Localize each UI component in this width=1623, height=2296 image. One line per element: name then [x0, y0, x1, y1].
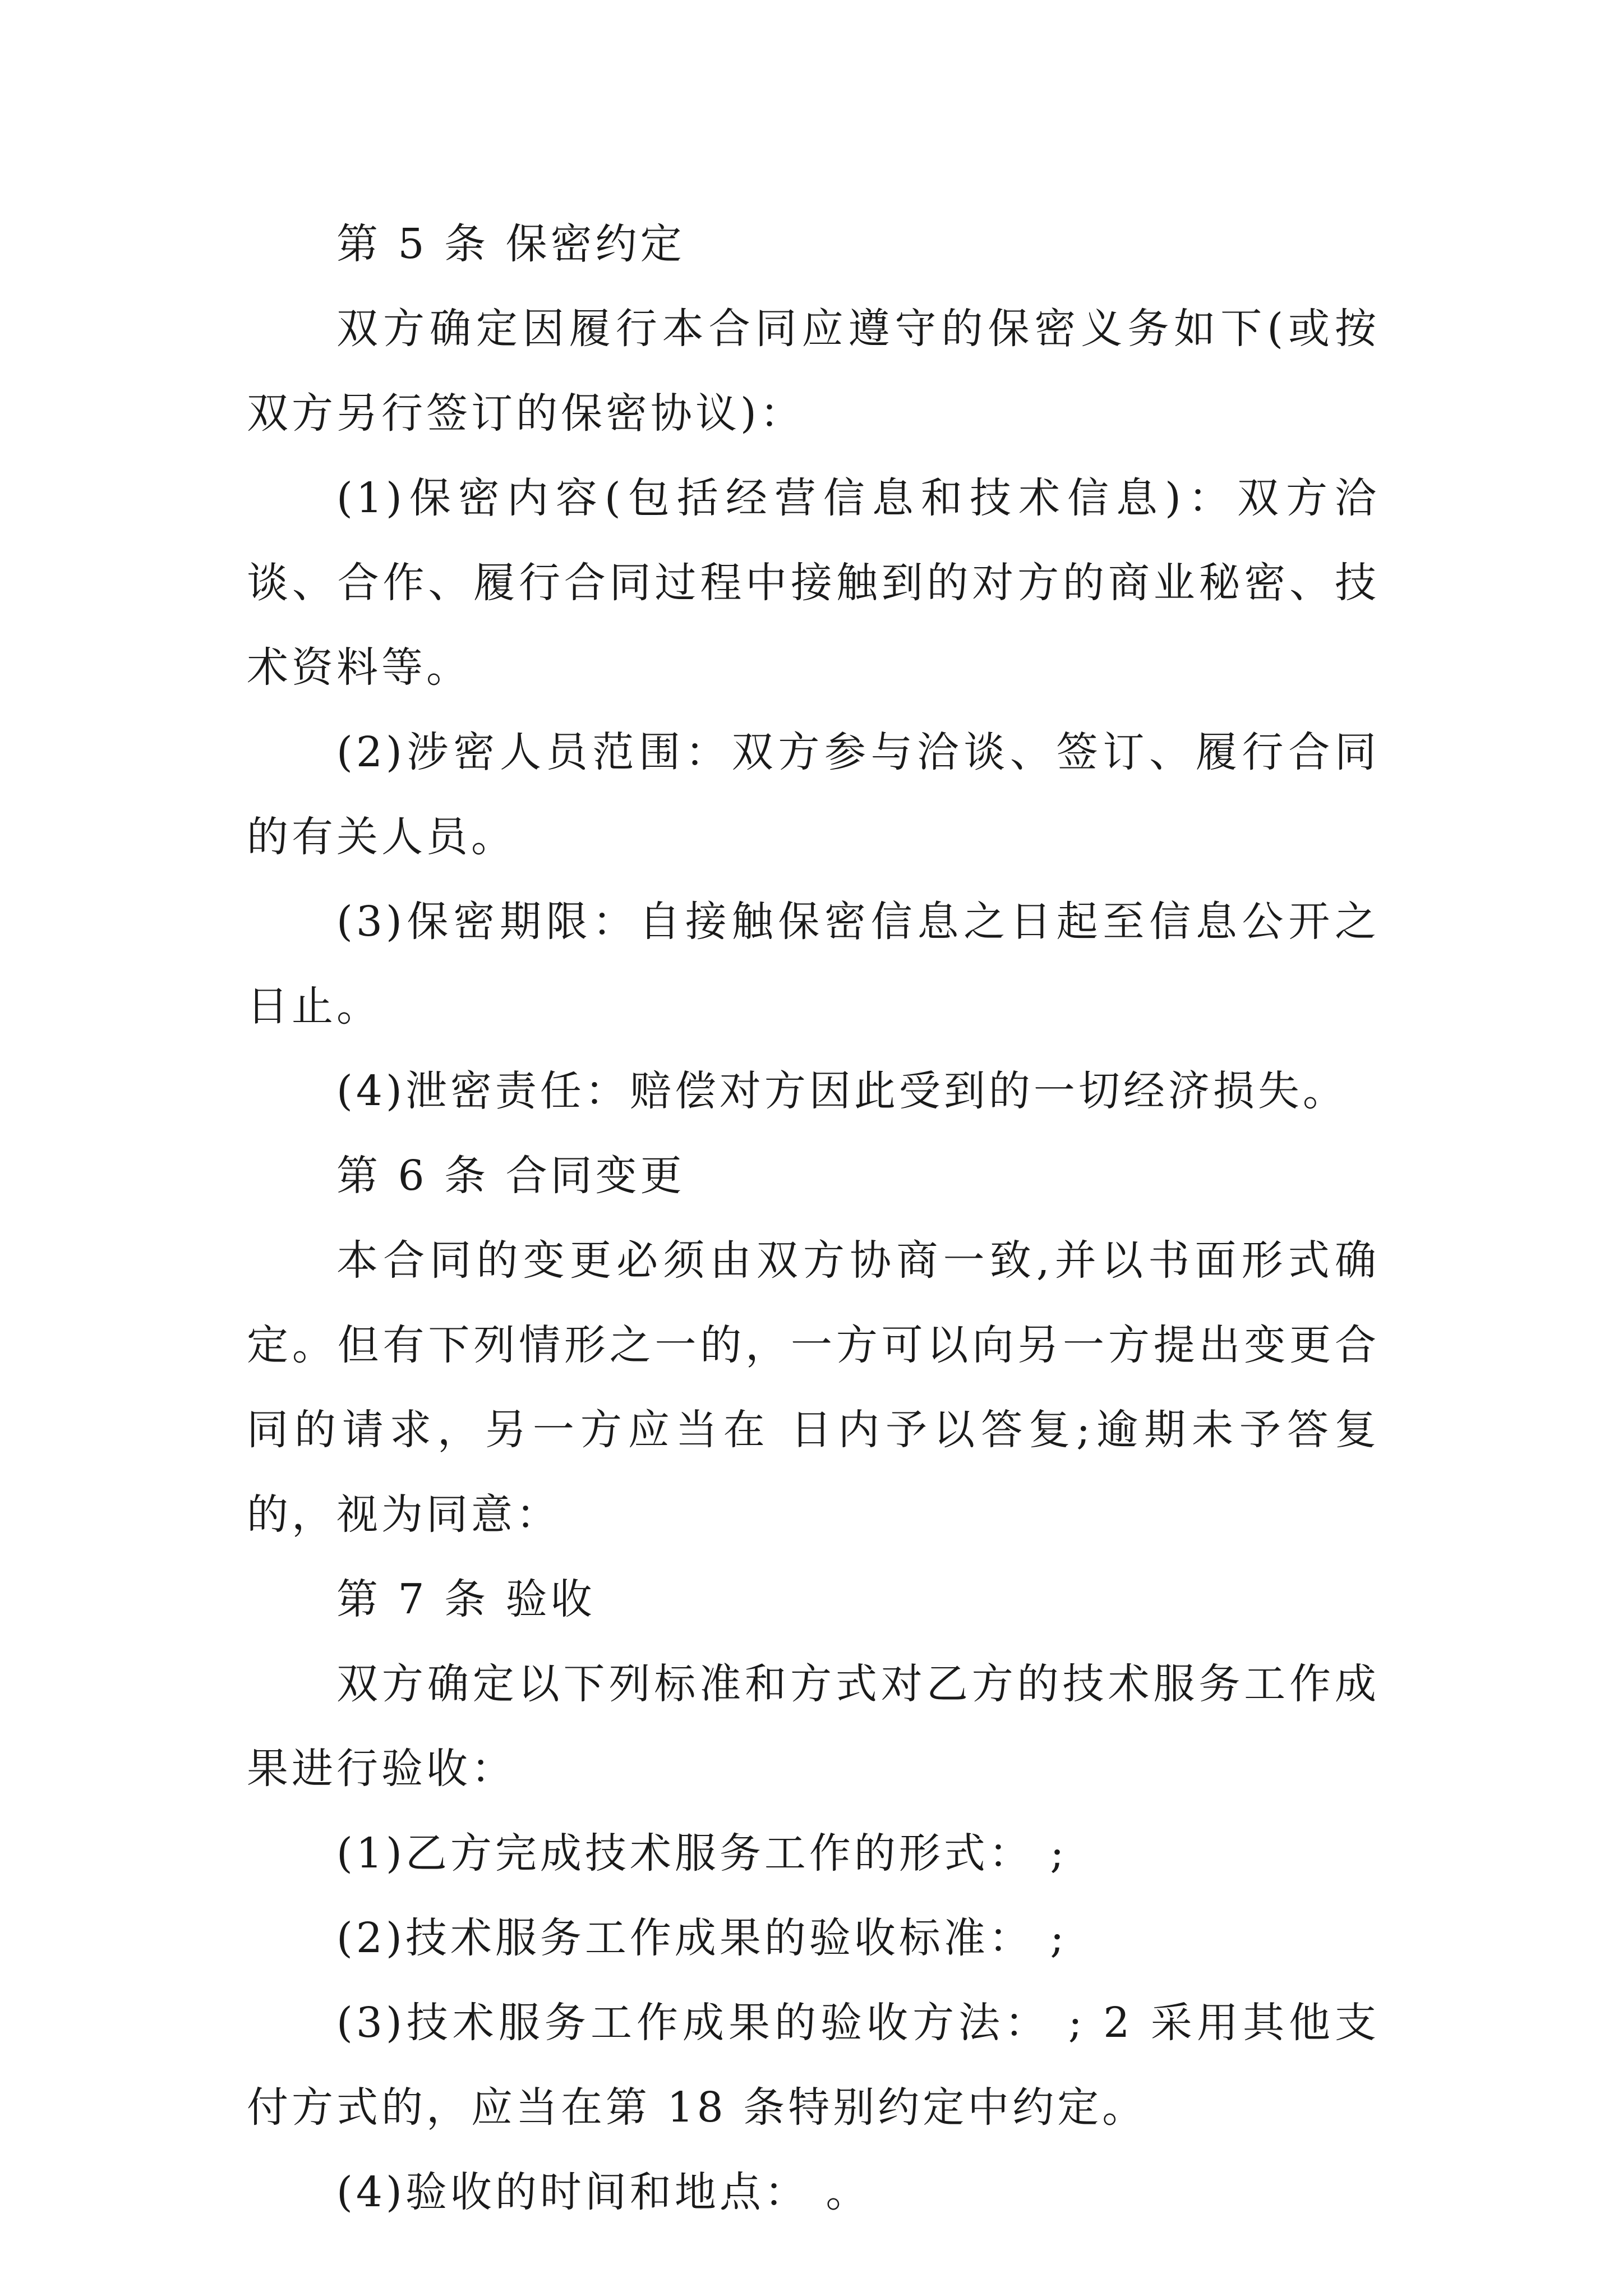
paragraph: 本合同的变更必须由双方协商一致,并以书面形式确定。但有下列情形之一的，一方可以向另一方提出变更合同的请求，另一方应当在 日内予以答复;逾期未予答复的，视为同意：	[247, 1236, 1380, 1539]
paragraph: (4)验收的时间和地点： 。	[336, 2168, 871, 2216]
paragraph: (4)泄密责任：赔偿对方因此受到的一切经济损失。	[336, 1067, 1348, 1115]
paragraph: 双方确定因履行本合同应遵守的保密义务如下(或按双方另行签订的保密协议)：	[247, 305, 1380, 438]
paragraph: (3)技术服务工作成果的验收方法： ; 2 采用其他支付方式的，应当在第 18 条特别约定中约定。	[247, 1999, 1380, 2132]
document-body	[247, 202, 1380, 2235]
paragraph: (3)保密期限：自接触保密信息之日起至信息公开之日止。	[247, 898, 1380, 1030]
paragraph: (2)技术服务工作成果的验收标准： ;	[336, 1914, 1068, 1962]
article-6-heading: 第 6 条 合同变更	[336, 1152, 685, 1200]
paragraph: 双方确定以下列标准和方式对乙方的技术服务工作成果进行验收：	[247, 1660, 1380, 1793]
paragraph: (1)保密内容(包括经营信息和技术信息)：双方洽谈、合作、履行合同过程中接触到的对方的商业秘密、技术资料等。	[247, 474, 1380, 692]
paragraph: (1)乙方完成技术服务工作的形式： ;	[336, 1829, 1068, 1878]
article-5-heading: 第 5 条 保密约定	[336, 220, 685, 268]
paragraph: (2)涉密人员范围：双方参与洽谈、签订、履行合同的有关人员。	[247, 728, 1380, 861]
article-7-heading: 第 7 条 验收	[336, 1575, 596, 1623]
